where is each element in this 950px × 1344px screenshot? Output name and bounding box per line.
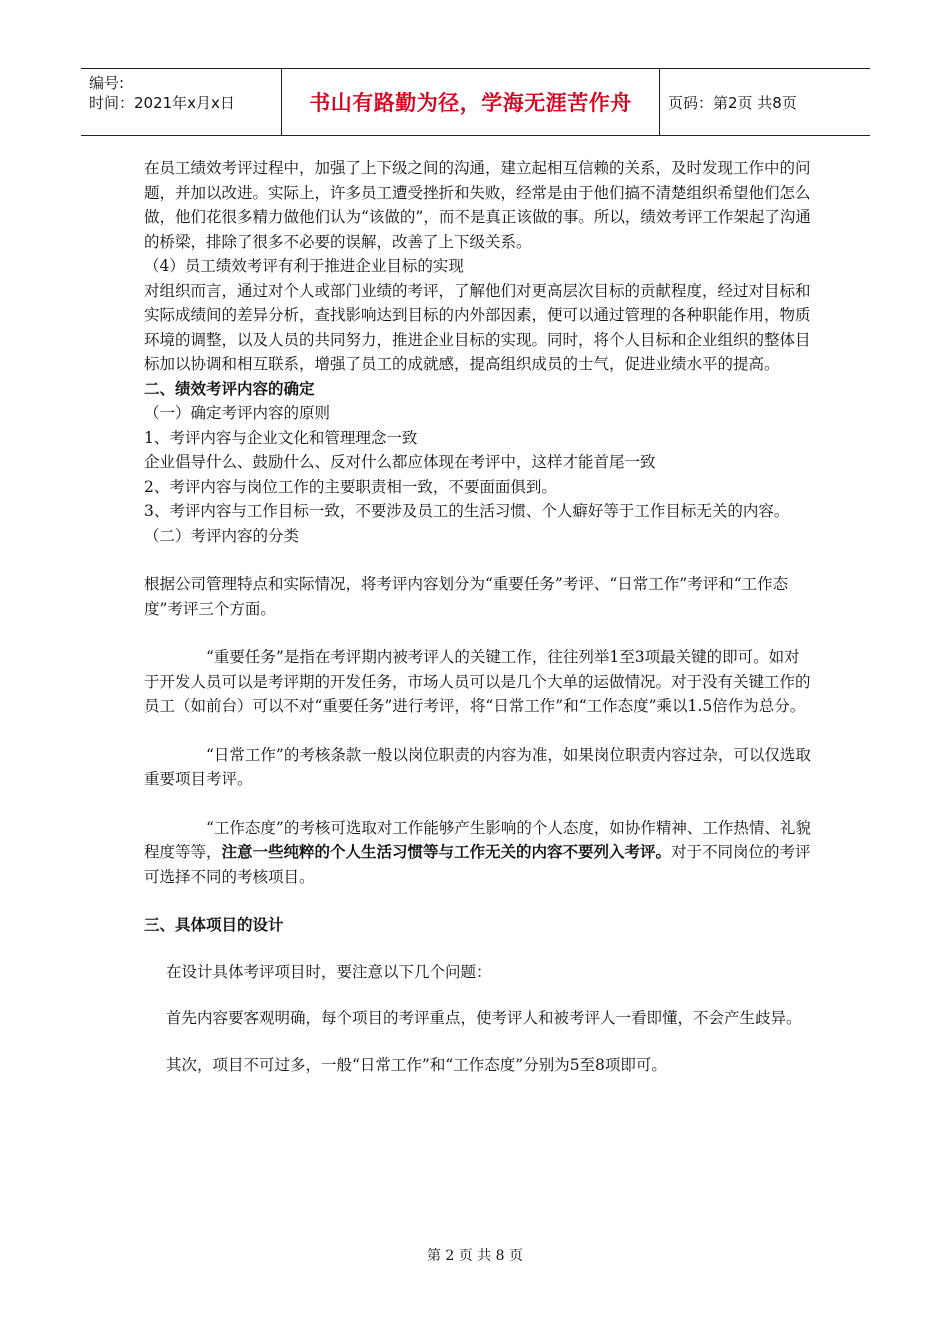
paragraph: 在设计具体考评项目时，要注意以下几个问题： (166, 962, 492, 981)
header-page-cell (660, 69, 870, 135)
spacer (144, 792, 814, 816)
header-motto: 书山有路勤为径，学海无涯苦作舟 (309, 91, 632, 115)
paragraph: （二）考评内容的分类 (144, 526, 300, 545)
paragraph-text: 对于不同岗位的考评可选择不同的考核项目。 (144, 843, 811, 886)
document-body (144, 156, 814, 1077)
section-heading: 二、绩效考评内容的确定 (144, 379, 315, 398)
paragraph: “重要任务”是指在考评期内被考评人的关键工作，往往列举1至3项最关键的即可。如对于开发人员可以是考评期的开发任务，市场人员可以是几个大单的运做情况。对于没有关键工作的员工（如前台）可以不对“重要任务”进行考评，将“日常工作”和“工作态度”乘以1.5倍作为总分。 (144, 648, 811, 715)
header-table (81, 68, 870, 136)
paragraph: 1、考评内容与企业文化和管理理念一致 (144, 428, 418, 447)
spacer (144, 719, 814, 743)
spacer (144, 1031, 814, 1053)
page-footer (0, 1245, 950, 1265)
paragraph: 首先内容要客观明确，每个项目的考评重点，使考评人和被考评人一看即懂，不会产生歧异。 (166, 1009, 802, 1027)
spacer (144, 621, 814, 645)
paragraph: 其次，项目不可过多，一般“日常工作”和“工作态度”分别为5至8项即可。 (166, 1055, 667, 1074)
paragraph: 在员工绩效考评过程中，加强了上下级之间的沟通，建立起相互信赖的关系，及时发现工作中的问题，并加以改进。实际上，许多员工遭受挫折和失败，经常是由于他们搞不清楚组织希望他们怎么做，他们花很多精力做他们认为“该做的”，而不是真正该做的事。所以，绩效考评工作架起了沟通的桥梁，排除了很多不必要的误解，改善了上下级关系。 (144, 159, 811, 251)
paragraph: 企业倡导什么、鼓励什么、反对什么都应体现在考评中，这样才能首尾一致 (144, 453, 656, 471)
footer-page-number: 第 2 页 共 8 页 (426, 1248, 524, 1264)
paragraph: “日常工作”的考核条款一般以岗位职责的内容为准，如果岗位职责内容过杂，可以仅选取重要项目考评。 (144, 745, 811, 788)
header-meta-cell (81, 69, 282, 135)
paragraph: （4）员工绩效考评有利于推进企业目标的实现 (144, 257, 464, 275)
paragraph: 2、考评内容与岗位工作的主要职责相一致，不要面面俱到。 (144, 477, 557, 496)
paragraph: 3、考评内容与工作目标一致，不要涉及员工的生活习惯、个人癖好等于工作目标无关的内容。 (144, 502, 790, 520)
header-motto-cell (282, 69, 660, 135)
paragraph (144, 816, 814, 890)
document-number-label: 编号: (89, 74, 125, 92)
section-heading: 三、具体项目的设计 (144, 916, 284, 934)
header-page-code: 页码：第2页 共8页 (668, 93, 797, 112)
emphasis-text: 注意一些纯粹的个人生活习惯等与工作无关的内容不要列入考评。 (221, 843, 672, 861)
spacer (144, 938, 814, 960)
paragraph: 根据公司管理特点和实际情况，将考评内容划分为“重要任务”考评、“日常工作”考评和“工作态度”考评三个方面。 (144, 575, 789, 618)
spacer (144, 548, 814, 572)
paragraph: 对组织而言，通过对个人或部门业绩的考评，了解他们对更高层次目标的贡献程度，经过对目标和实际成绩间的差异分析，查找影响达到目标的内外部因素，便可以通过管理的各种职能作用，物质环境的调整，以及人员的共同努力，推进企业目标的实现。同时，将个人目标和企业组织的整体目标加以协调和相互联系，增强了员工的成就感，提高组织成员的士气，促进业绩水平的提高。 (144, 281, 811, 373)
spacer (144, 984, 814, 1006)
spacer (144, 889, 814, 913)
document-time-label: 时间：2021年x月x日 (89, 94, 235, 112)
paragraph: （一）确定考评内容的原则 (144, 404, 331, 422)
paragraph-text: “工作态度”的考核可选取对工作能够产生影响的个人态度，如协作精神、工作热情、礼貌程度等等， (144, 818, 811, 861)
